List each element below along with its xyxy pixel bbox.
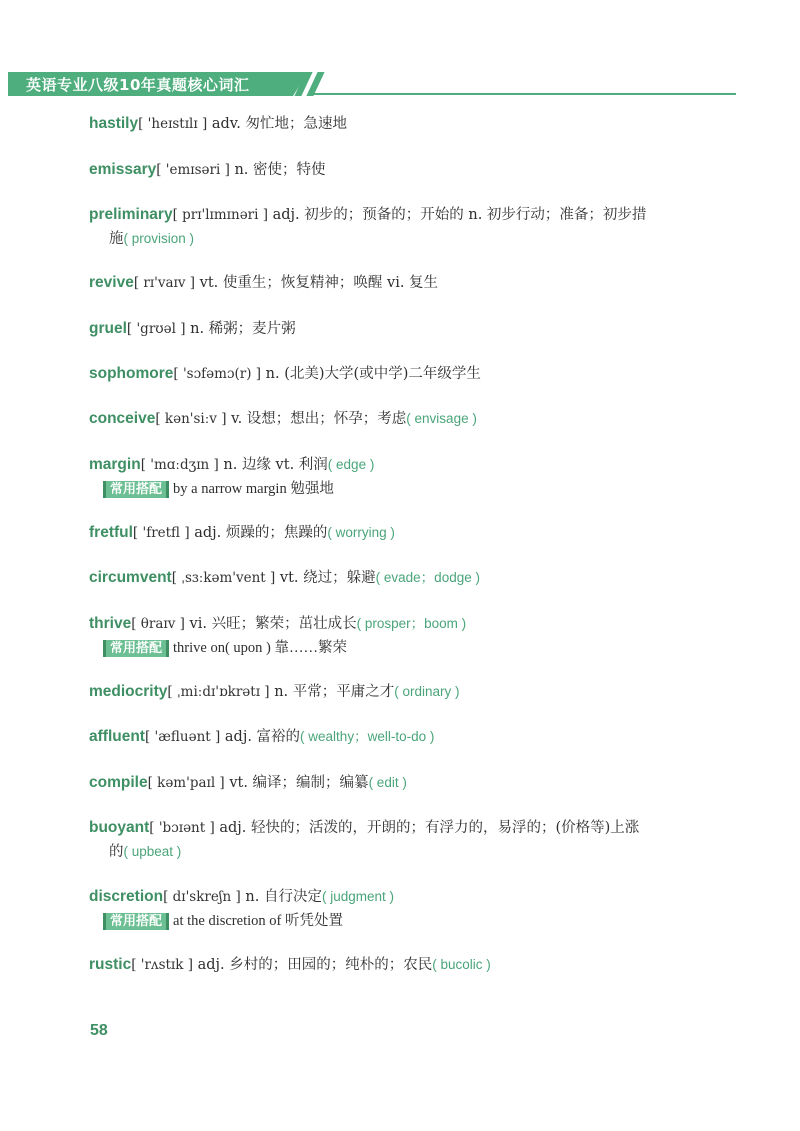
- definition: adj. 烦躁的；焦躁的: [194, 525, 328, 541]
- definition: n. 稀粥；麦片粥: [190, 321, 296, 337]
- phonetic: [ dɪ'skreʃn ]: [163, 889, 241, 905]
- entry-sophomore: [89, 362, 689, 386]
- headword: discretion: [89, 888, 164, 905]
- headword: gruel: [89, 320, 127, 337]
- synonym: ( bucolic ): [432, 957, 491, 972]
- phonetic: [ kəm'paɪl ]: [147, 775, 225, 791]
- collocation: by a narrow margin 勉强地: [173, 481, 334, 497]
- phonetic: [ θraɪv ]: [131, 616, 185, 632]
- synonym: ( upbeat ): [123, 844, 182, 859]
- entry-thrive: [89, 612, 689, 660]
- synonym: ( judgment ): [321, 889, 394, 904]
- entry-emissary: [89, 158, 689, 182]
- phonetic: [ 'rʌstɪk ]: [131, 957, 193, 973]
- synonym: ( envisage ): [406, 411, 477, 426]
- phonetic: [ 'mɑːdʒɪn ]: [140, 457, 219, 473]
- headword: sophomore: [89, 365, 174, 382]
- synonym: ( edit ): [368, 775, 407, 790]
- headword: emissary: [89, 161, 157, 178]
- entry-margin: [89, 453, 689, 501]
- definition: n. 边缘 vt. 利润: [223, 457, 328, 473]
- definition: n. 自行决定: [245, 889, 322, 905]
- definition: v. 设想；想出；怀孕；考虑: [231, 411, 407, 427]
- entry-buoyant: [89, 816, 689, 864]
- phonetic: [ rɪ'vaɪv ]: [133, 275, 196, 291]
- headword: rustic: [89, 956, 132, 973]
- collocation-tag: 常用搭配: [103, 913, 169, 930]
- entry-discretion: [89, 885, 689, 933]
- header-rule: [308, 93, 736, 95]
- phonetic: [ 'bɔɪənt ]: [149, 820, 215, 836]
- collocation-tag: 常用搭配: [103, 481, 169, 498]
- entry-conceive: [89, 407, 689, 431]
- entry-compile: [89, 771, 689, 795]
- synonym: ( wealthy；well-to-do ): [300, 729, 435, 744]
- entry-mediocrity: [89, 680, 689, 704]
- entry-affluent: [89, 725, 689, 749]
- definition: adj. 富裕的: [224, 729, 301, 745]
- definition: vt. 编译；编制；编纂: [229, 775, 369, 791]
- synonym: ( worrying ): [327, 525, 395, 540]
- headword: compile: [89, 774, 148, 791]
- entry-rustic: [89, 953, 689, 977]
- headword: margin: [89, 456, 141, 473]
- phonetic: [ 'sɔfəmɔ(r) ]: [173, 366, 262, 382]
- synonym: ( evade；dodge ): [375, 570, 480, 585]
- definition: n. (北美)大学(或中学)二年级学生: [265, 366, 481, 382]
- headword: revive: [89, 274, 134, 291]
- headword: affluent: [89, 728, 145, 745]
- headword: hastily: [89, 115, 139, 132]
- definition: adv. 匆忙地；急速地: [211, 116, 347, 132]
- definition: vt. 绕过；躲避: [279, 570, 376, 586]
- synonym: ( ordinary ): [394, 684, 460, 699]
- definition: vi. 兴旺；繁荣；茁壮成长: [189, 616, 357, 632]
- definition-continuation: 的: [109, 844, 124, 860]
- headword: thrive: [89, 615, 132, 632]
- headword: circumvent: [89, 569, 172, 586]
- phonetic: [ 'grʊəl ]: [126, 321, 186, 337]
- collocation-tag: 常用搭配: [103, 640, 169, 657]
- entry-circumvent: [89, 566, 689, 590]
- collocation: at the discretion of 听凭处置: [173, 913, 343, 929]
- headword: preliminary: [89, 206, 173, 223]
- collocation: thrive on( upon ) 靠……繁荣: [173, 640, 347, 656]
- phonetic: [ 'fretfl ]: [132, 525, 190, 541]
- phonetic: [ 'æfluənt ]: [144, 729, 221, 745]
- definition: adj. 轻快的；活泼的，开朗的；有浮力的，易浮的；(价格等)上涨: [219, 820, 640, 836]
- phonetic: [ 'emɪsəri ]: [156, 162, 230, 178]
- headword: buoyant: [89, 819, 150, 836]
- definition: vt. 使重生；恢复精神；唤醒 vi. 复生: [199, 275, 439, 291]
- running-header: [8, 72, 736, 96]
- phonetic: [ ˌsɜːkəm'vent ]: [171, 570, 276, 586]
- entry-fretful: [89, 521, 689, 545]
- phonetic: [ ˌmiːdɪ'ɒkrətɪ ]: [167, 684, 270, 700]
- entry-hastily: [89, 112, 689, 136]
- phonetic: [ kən'siːv ]: [155, 411, 227, 427]
- header-title: 英语专业八级10年真题核心词汇: [26, 76, 250, 94]
- synonym: ( edge ): [327, 457, 375, 472]
- entry-revive: [89, 271, 689, 295]
- synonym: ( provision ): [123, 231, 195, 246]
- phonetic: [ prɪ'lɪmɪnəri ]: [172, 207, 269, 223]
- headword: mediocrity: [89, 683, 168, 700]
- definition: n. 密使；特使: [234, 162, 326, 178]
- page-number: 58: [90, 1022, 108, 1039]
- synonym: ( prosper；boom ): [356, 616, 467, 631]
- headword: conceive: [89, 410, 156, 427]
- headword: fretful: [89, 524, 133, 541]
- definition: adj. 初步的；预备的；开始的 n. 初步行动；准备；初步措: [272, 207, 647, 223]
- definition: adj. 乡村的；田园的；纯朴的；农民: [197, 957, 433, 973]
- definition-continuation: 施: [109, 231, 124, 247]
- entry-gruel: [89, 317, 689, 341]
- definition: n. 平常；平庸之才: [274, 684, 395, 700]
- phonetic: [ 'heɪstɪlɪ ]: [138, 116, 208, 132]
- entry-preliminary: [89, 203, 689, 251]
